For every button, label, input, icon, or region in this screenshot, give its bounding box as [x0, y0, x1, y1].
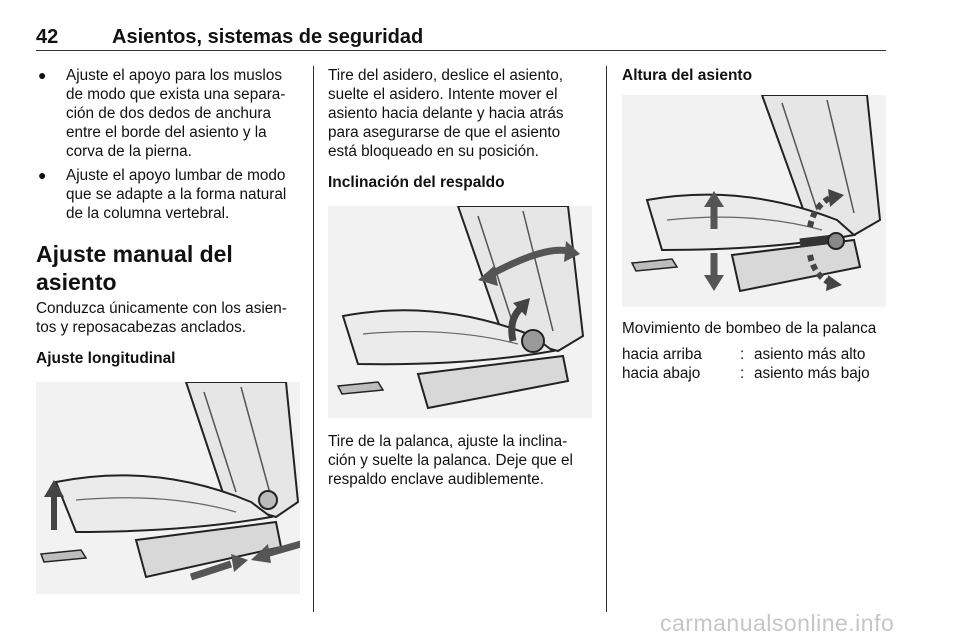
seat-height-drawing: [622, 95, 886, 307]
column-1: [36, 66, 300, 594]
header-rule: [36, 50, 886, 51]
page-number: 42: [36, 26, 59, 48]
section-text: Conduzca únicamente con los asien-tos y reposacabezas anclados.: [36, 300, 287, 336]
bullet-list: [36, 66, 300, 223]
bullet-icon: ●: [38, 67, 47, 83]
subsection-title: Ajuste longitudinal: [36, 350, 176, 367]
paragraph: Tire del asidero, deslice el asiento, suelte el asidero. Intente mover el asiento hacia delante y hacia atrás para asegurarse de que el asiento está bloqueado en su posición.: [328, 67, 564, 160]
paragraph: Tire de la palanca, ajuste la inclina-ción y suelte la palanca. Deje que el respaldo enclave audiblemente.: [328, 433, 573, 488]
table-row: hacia abajo : asiento más bajo: [622, 365, 870, 382]
seat-longitudinal-illustration: [36, 382, 300, 594]
column-3: [622, 66, 888, 383]
page-header: [36, 26, 886, 52]
column-divider: [606, 66, 607, 612]
list-item: ● Ajuste el apoyo lumbar de modo que se adapte a la forma natural de la columna vertebral.: [38, 167, 287, 222]
seat-recline-illustration: [328, 206, 592, 418]
watermark: carmanualsonline.info: [660, 610, 895, 636]
subsection-title: Inclinación del respaldo: [328, 174, 505, 191]
list-item: ● Ajuste el apoyo para los muslos de modo que exista una separa-ción de dos dedos de anchura entre el borde del asiento y la corva de la pierna.: [38, 67, 286, 160]
subsection-title: Altura del asiento: [622, 67, 753, 84]
chapter-title: Asientos, sistemas de seguridad: [112, 26, 424, 48]
figure-caption: Movimiento de bombeo de la palanca: [622, 320, 877, 337]
seat-height-illustration: [622, 95, 886, 307]
section-title: Ajuste manual del asiento: [36, 241, 233, 295]
column-2: [328, 66, 592, 489]
bullet-icon: ●: [38, 167, 47, 183]
seat-longitudinal-drawing: [36, 382, 300, 594]
definition-table: [622, 345, 870, 383]
column-divider: [313, 66, 314, 612]
seat-recline-drawing: [328, 206, 592, 418]
table-row: hacia arriba : asiento más alto: [622, 346, 866, 363]
